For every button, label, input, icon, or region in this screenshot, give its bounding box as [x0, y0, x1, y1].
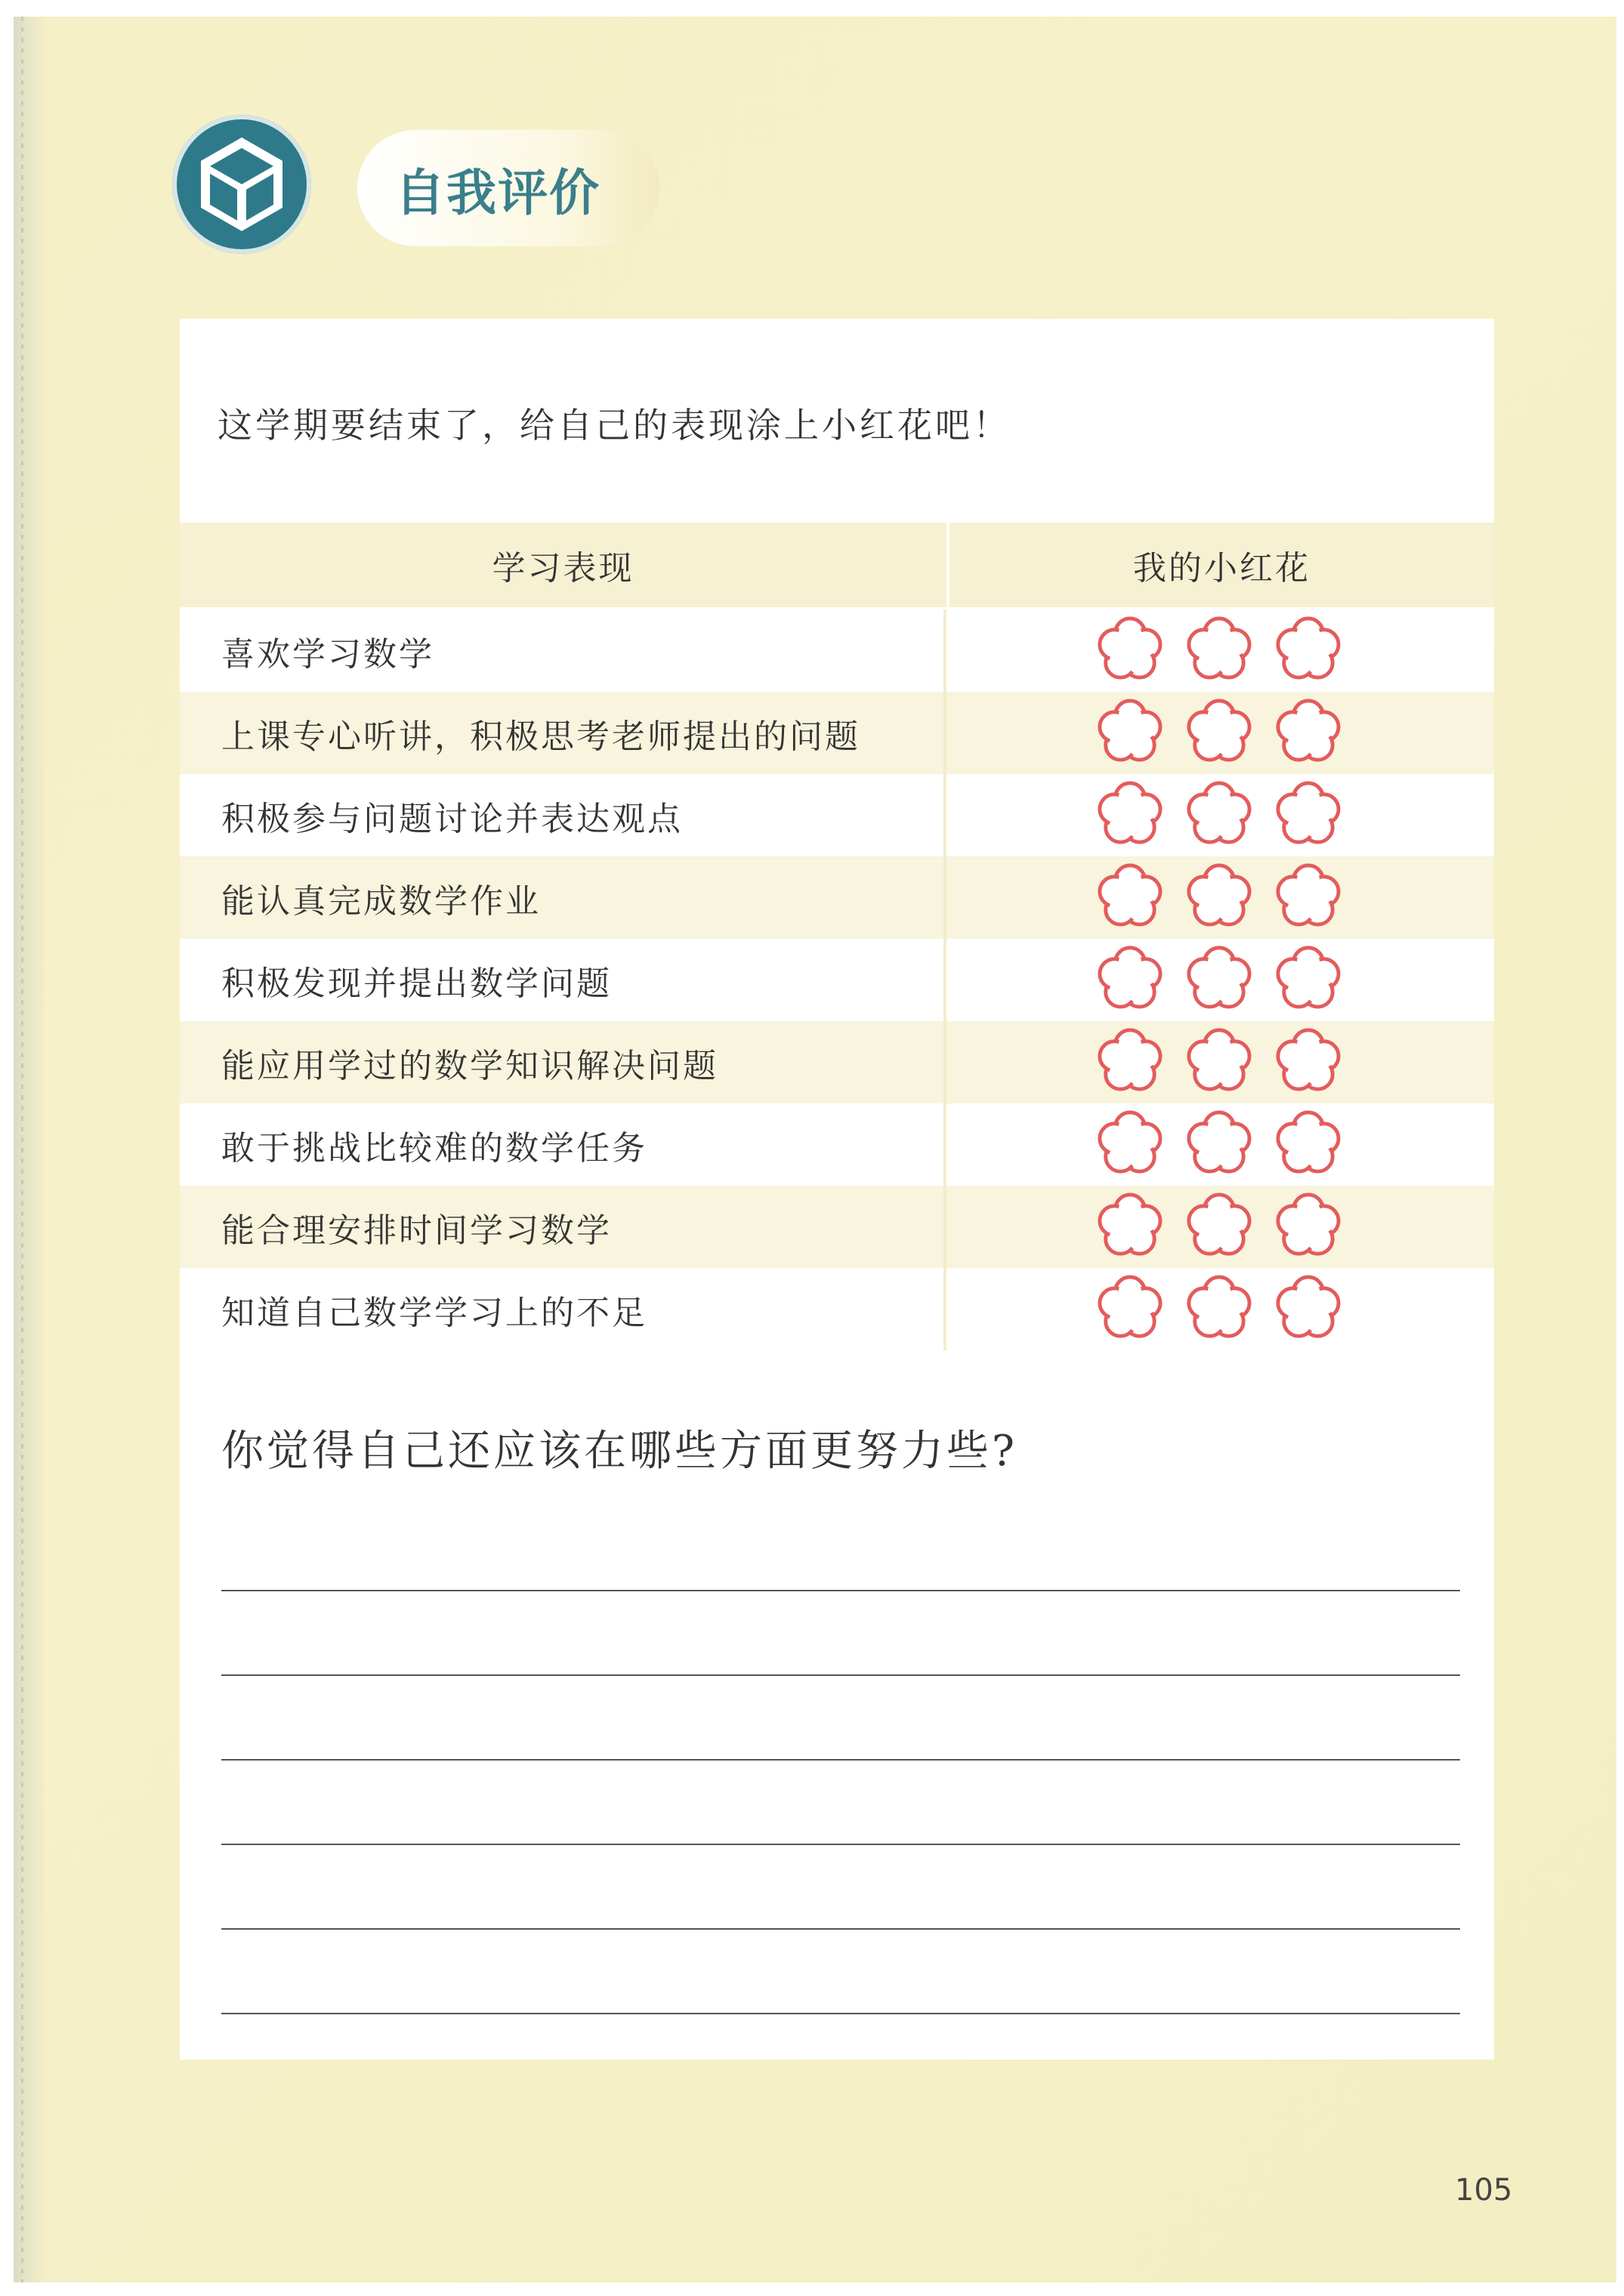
intro-text: 这学期要结束了，给自己的表现涂上小红花吧！ [218, 405, 1011, 446]
flower-group [946, 856, 1491, 939]
flower-icon[interactable] [1180, 1271, 1258, 1348]
flower-group [946, 774, 1491, 856]
flower-group [946, 1103, 1491, 1186]
table-row [180, 939, 1494, 1021]
answer-line[interactable] [221, 2013, 1460, 2014]
flower-group [946, 692, 1491, 774]
flower-group [946, 1021, 1491, 1103]
flower-icon[interactable] [1180, 777, 1258, 854]
flower-icon[interactable] [1180, 1106, 1258, 1183]
performance-item: 敢于挑战比较难的数学任务 [180, 1103, 946, 1186]
answer-line[interactable] [221, 1674, 1460, 1676]
answer-line[interactable] [221, 1928, 1460, 1930]
performance-item: 能应用学过的数学知识解决问题 [180, 1021, 946, 1103]
evaluation-table [180, 523, 1494, 1350]
evaluation-card [180, 319, 1494, 2060]
flower-icon[interactable] [1180, 695, 1258, 772]
flower-icon[interactable] [1180, 859, 1258, 937]
table-row [180, 774, 1494, 856]
table-row [180, 609, 1494, 692]
reflection-question: 你觉得自己还应该在哪些方面更努力些? [221, 1427, 1018, 1476]
answer-line[interactable] [221, 1844, 1460, 1845]
performance-item: 上课专心听讲，积极思考老师提出的问题 [180, 692, 946, 774]
flower-icon[interactable] [1091, 1189, 1169, 1266]
flower-icon[interactable] [1091, 1271, 1169, 1348]
flower-icon[interactable] [1180, 1189, 1258, 1266]
page-binding [14, 17, 44, 2282]
flower-icon[interactable] [1269, 1024, 1348, 1101]
table-row [180, 1103, 1494, 1186]
flower-group [946, 609, 1491, 692]
flower-icon[interactable] [1180, 613, 1258, 690]
flower-group [946, 939, 1491, 1021]
answer-line[interactable] [221, 1590, 1460, 1591]
flower-icon[interactable] [1091, 1106, 1169, 1183]
flower-icon[interactable] [1269, 613, 1348, 690]
header-performance: 学习表现 [180, 523, 949, 607]
table-row [180, 1021, 1494, 1103]
answer-line[interactable] [221, 1759, 1460, 1761]
flower-icon[interactable] [1091, 695, 1169, 772]
table-row [180, 692, 1494, 774]
flower-icon[interactable] [1180, 1024, 1258, 1101]
header-flowers: 我的小红花 [1133, 549, 1311, 588]
performance-item: 喜欢学习数学 [180, 609, 946, 692]
flower-icon[interactable] [1269, 777, 1348, 854]
flower-icon[interactable] [1091, 777, 1169, 854]
flower-icon[interactable] [1091, 942, 1169, 1019]
flower-group [946, 1186, 1491, 1268]
flower-icon[interactable] [1269, 859, 1348, 937]
flower-icon[interactable] [1091, 859, 1169, 937]
performance-item: 积极发现并提出数学问题 [180, 939, 946, 1021]
section-title: 自我评价 [395, 164, 601, 222]
flower-icon[interactable] [1269, 1271, 1348, 1348]
textbook-page [14, 17, 1616, 2282]
flower-icon[interactable] [1269, 695, 1348, 772]
performance-item: 积极参与问题讨论并表达观点 [180, 774, 946, 856]
performance-item: 知道自己数学学习上的不足 [180, 1268, 946, 1350]
table-row [180, 856, 1494, 939]
flower-icon[interactable] [1269, 1189, 1348, 1266]
page-number: 105 [1455, 2173, 1513, 2208]
table-row [180, 1186, 1494, 1268]
table-row [180, 1268, 1494, 1350]
cube-icon [172, 115, 311, 254]
flower-icon[interactable] [1269, 942, 1348, 1019]
flower-icon[interactable] [1091, 613, 1169, 690]
flower-group [946, 1268, 1491, 1350]
flower-icon[interactable] [1180, 942, 1258, 1019]
performance-item: 能合理安排时间学习数学 [180, 1186, 946, 1268]
flower-icon[interactable] [1091, 1024, 1169, 1101]
performance-item: 能认真完成数学作业 [180, 856, 946, 939]
flower-icon[interactable] [1269, 1106, 1348, 1183]
table-header [180, 523, 1494, 609]
